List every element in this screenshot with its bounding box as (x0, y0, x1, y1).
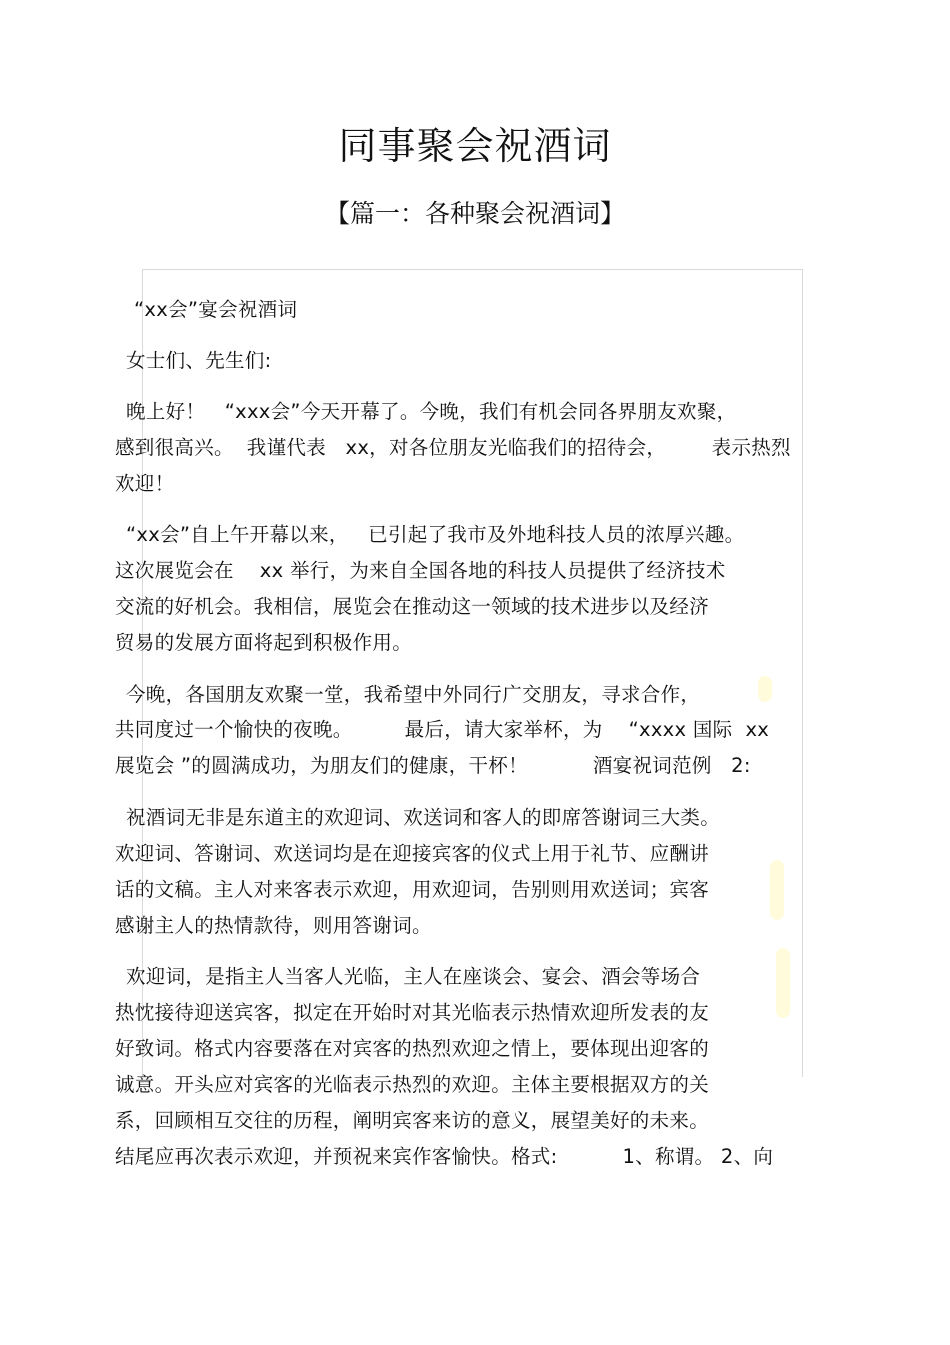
yellow-highlight-mark (776, 948, 790, 1018)
body-line: 系，回顾相互交往的历程，阐明宾客来访的意义，展望美好的未来。 (115, 1109, 710, 1132)
body-line: 女士们、先生们: (126, 349, 272, 372)
body-line: 欢迎！ (115, 472, 175, 495)
body-line: 欢迎词、答谢词、欢送词均是在迎接宾客的仪式上用于礼节、应酬讲 (115, 842, 710, 865)
body-line: 结尾应再次表示欢迎，并预祝来宾作客愉快。格式: 1、称谓。 2、向 (115, 1145, 774, 1168)
body-line: 热忱接待迎送宾客，拟定在开始时对其光临表示热情欢迎所发表的友 (115, 1001, 710, 1024)
body-line: 今晚，各国朋友欢聚一堂，我希望中外同行广交朋友，寻求合作， (126, 683, 701, 706)
body-line: 诚意。开头应对宾客的光临表示热烈的欢迎。主体主要根据双方的关 (115, 1073, 710, 1096)
body-line: “xx会”自上午开幕以来， 已引起了我市及外地科技人员的浓厚兴趣。 (126, 523, 745, 546)
yellow-highlight-mark (758, 676, 772, 702)
document-title: 同事聚会祝酒词 (338, 124, 612, 168)
body-line: “xx会”宴会祝酒词 (134, 298, 298, 321)
content-frame (142, 269, 803, 1077)
body-line: 欢迎词，是指主人当客人光临，主人在座谈会、宴会、酒会等场合 (126, 965, 701, 988)
body-line: 感谢主人的热情款待，则用答谢词。 (115, 914, 432, 937)
yellow-highlight-mark (770, 860, 784, 920)
body-line: 交流的好机会。我相信，展览会在推动这一领域的技术进步以及经济 (115, 595, 710, 618)
body-line: 贸易的发展方面将起到积极作用。 (115, 631, 413, 654)
body-line: 好致词。格式内容要落在对宾客的热烈欢迎之情上，要体现出迎客的 (115, 1037, 710, 1060)
body-line: 这次展览会在 xx 举行，为来自全国各地的科技人员提供了经济技术 (115, 559, 726, 582)
body-line: 晚上好！ “xxx会”今天开幕了。今晚，我们有机会同各界朋友欢聚， (126, 400, 737, 423)
section-heading: 【篇一：各种聚会祝酒词】 (324, 199, 625, 228)
body-line: 展览会 ”的圆满成功，为朋友们的健康，干杯！ 酒宴祝词范例 2: (115, 754, 751, 777)
body-line: 共同度过一个愉快的夜晚。 最后，请大家举杯，为 “xxxx 国际 xx (115, 718, 770, 741)
body-line: 感到很高兴。 我谨代表 xx，对各位朋友光临我们的招待会， 表示热烈 (115, 436, 791, 459)
body-line: 祝酒词无非是东道主的欢迎词、欢送词和客人的即席答谢词三大类。 (126, 806, 721, 829)
body-line: 话的文稿。主人对来客表示欢迎，用欢迎词，告别则用欢送词；宾客 (115, 878, 710, 901)
